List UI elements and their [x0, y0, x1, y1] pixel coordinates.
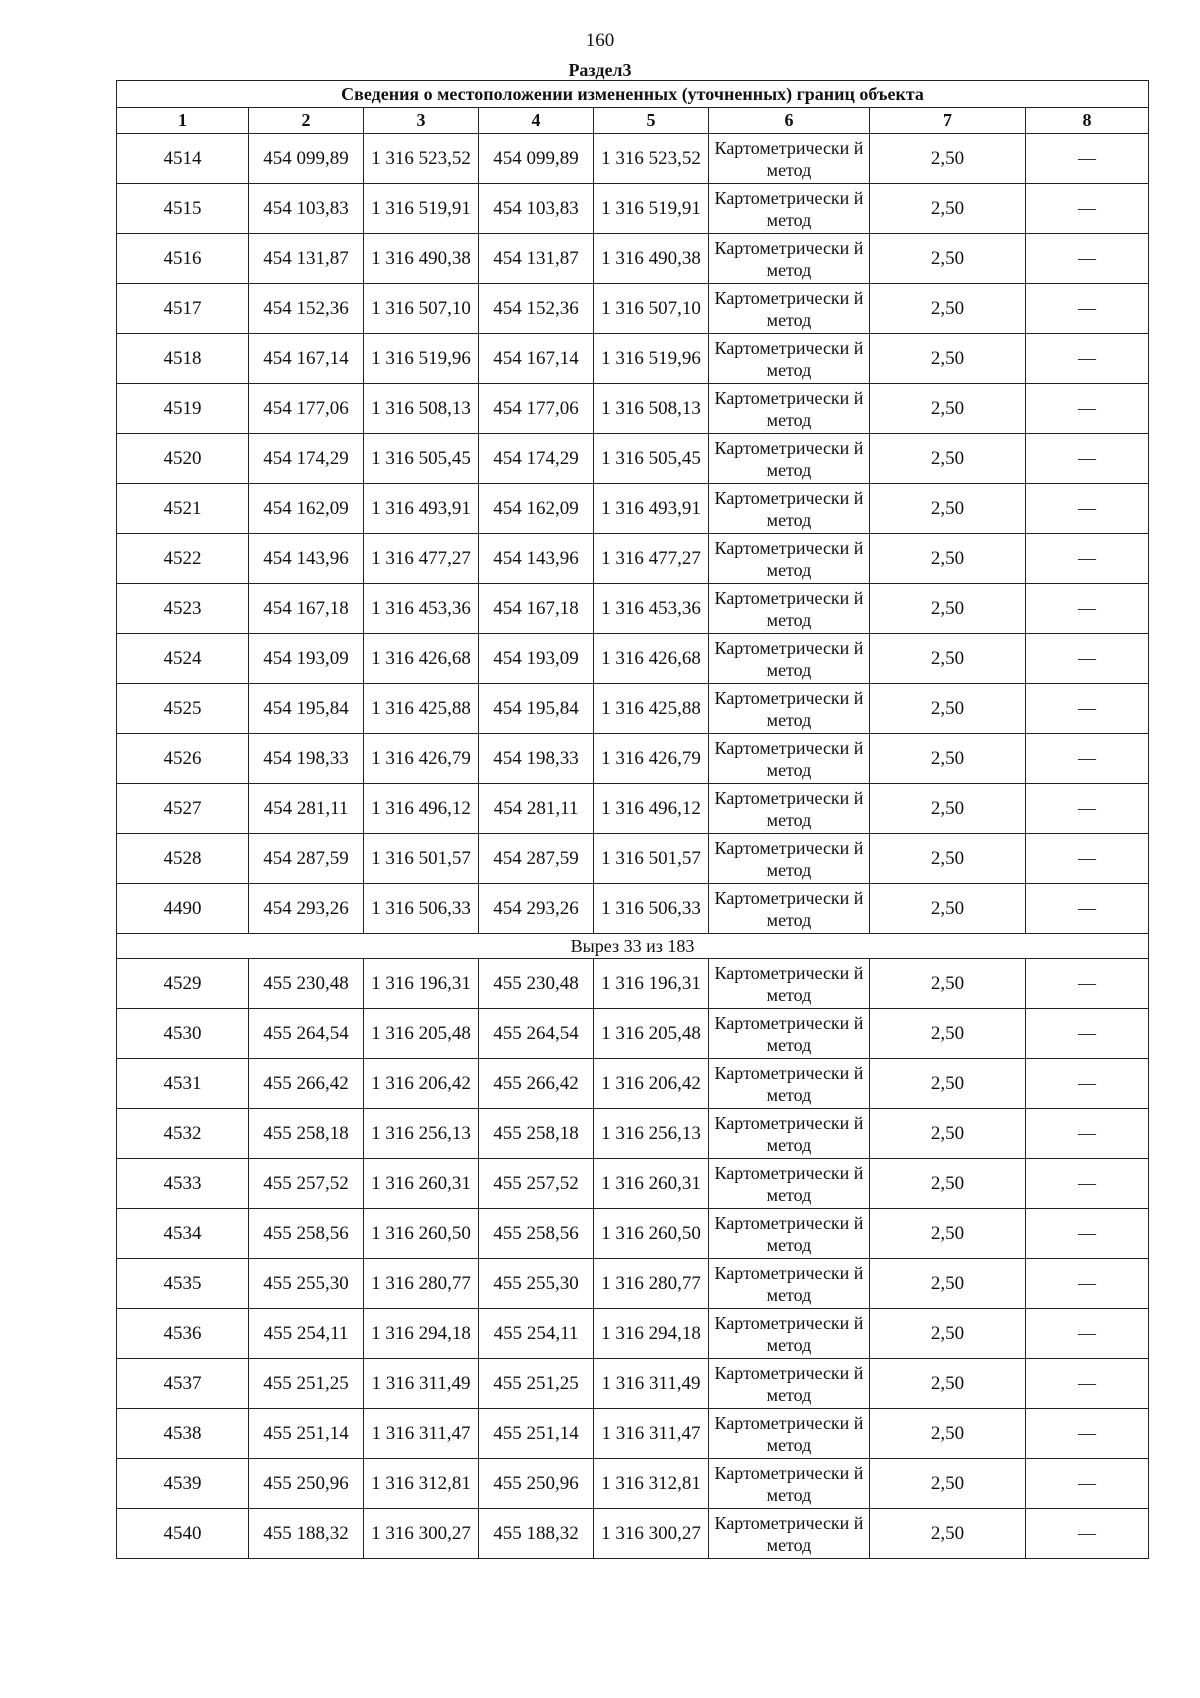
x-coordinate-new: 455 266,42 [479, 1059, 594, 1109]
x-coordinate-old: 455 188,32 [249, 1509, 364, 1559]
method: Картометрически й метод [709, 1409, 870, 1459]
accuracy: 2,50 [870, 884, 1026, 934]
accuracy: 2,50 [870, 184, 1026, 234]
table-caption-row [117, 81, 1149, 108]
accuracy: 2,50 [870, 1459, 1026, 1509]
y-coordinate-new: 1 316 206,42 [594, 1059, 709, 1109]
y-coordinate-new: 1 316 519,96 [594, 334, 709, 384]
description: — [1026, 734, 1149, 784]
x-coordinate-old: 455 258,56 [249, 1209, 364, 1259]
point-number: 4532 [117, 1109, 249, 1159]
y-coordinate-old: 1 316 506,33 [364, 884, 479, 934]
table-row [117, 834, 1149, 884]
point-number: 4523 [117, 584, 249, 634]
method: Картометрически й метод [709, 1309, 870, 1359]
point-number: 4537 [117, 1359, 249, 1409]
x-coordinate-new: 455 251,25 [479, 1359, 594, 1409]
y-coordinate-new: 1 316 425,88 [594, 684, 709, 734]
table-row [117, 484, 1149, 534]
y-coordinate-old: 1 316 508,13 [364, 384, 479, 434]
accuracy: 2,50 [870, 484, 1026, 534]
y-coordinate-old: 1 316 507,10 [364, 284, 479, 334]
y-coordinate-new: 1 316 493,91 [594, 484, 709, 534]
method: Картометрически й метод [709, 484, 870, 534]
table-row [117, 784, 1149, 834]
method: Картометрически й метод [709, 784, 870, 834]
method: Картометрически й метод [709, 134, 870, 184]
x-coordinate-old: 454 099,89 [249, 134, 364, 184]
y-coordinate-new: 1 316 507,10 [594, 284, 709, 334]
point-number: 4490 [117, 884, 249, 934]
x-coordinate-new: 454 099,89 [479, 134, 594, 184]
x-coordinate-new: 454 198,33 [479, 734, 594, 784]
point-number: 4516 [117, 234, 249, 284]
y-coordinate-new: 1 316 300,27 [594, 1509, 709, 1559]
description: — [1026, 384, 1149, 434]
table-row [117, 1059, 1149, 1109]
description: — [1026, 234, 1149, 284]
y-coordinate-old: 1 316 260,31 [364, 1159, 479, 1209]
cut-label: Вырез 33 из 183 [117, 934, 1149, 959]
x-coordinate-old: 455 250,96 [249, 1459, 364, 1509]
description: — [1026, 1059, 1149, 1109]
method: Картометрически й метод [709, 959, 870, 1009]
description: — [1026, 634, 1149, 684]
accuracy: 2,50 [870, 959, 1026, 1009]
x-coordinate-new: 455 251,14 [479, 1409, 594, 1459]
x-coordinate-new: 454 177,06 [479, 384, 594, 434]
method: Картометрически й метод [709, 334, 870, 384]
y-coordinate-old: 1 316 496,12 [364, 784, 479, 834]
x-coordinate-new: 455 255,30 [479, 1259, 594, 1309]
accuracy: 2,50 [870, 584, 1026, 634]
table-body-group-a [117, 134, 1149, 934]
method: Картометрически й метод [709, 434, 870, 484]
x-coordinate-old: 455 254,11 [249, 1309, 364, 1359]
method: Картометрически й метод [709, 1109, 870, 1159]
method: Картометрически й метод [709, 1359, 870, 1409]
description: — [1026, 584, 1149, 634]
description: — [1026, 784, 1149, 834]
y-coordinate-old: 1 316 519,91 [364, 184, 479, 234]
x-coordinate-new: 455 254,11 [479, 1309, 594, 1359]
description: — [1026, 959, 1149, 1009]
y-coordinate-old: 1 316 196,31 [364, 959, 479, 1009]
x-coordinate-new: 455 258,56 [479, 1209, 594, 1259]
description: — [1026, 134, 1149, 184]
x-coordinate-old: 454 198,33 [249, 734, 364, 784]
y-coordinate-new: 1 316 196,31 [594, 959, 709, 1009]
y-coordinate-new: 1 316 496,12 [594, 784, 709, 834]
x-coordinate-old: 454 162,09 [249, 484, 364, 534]
point-number: 4521 [117, 484, 249, 534]
y-coordinate-old: 1 316 294,18 [364, 1309, 479, 1359]
table-row [117, 959, 1149, 1009]
x-coordinate-new: 455 258,18 [479, 1109, 594, 1159]
point-number: 4514 [117, 134, 249, 184]
x-coordinate-old: 454 177,06 [249, 384, 364, 434]
cut-separator-row [117, 934, 1149, 959]
method: Картометрически й метод [709, 284, 870, 334]
point-number: 4531 [117, 1059, 249, 1109]
x-coordinate-old: 454 195,84 [249, 684, 364, 734]
y-coordinate-old: 1 316 256,13 [364, 1109, 479, 1159]
table-row [117, 1159, 1149, 1209]
method: Картометрически й метод [709, 384, 870, 434]
y-coordinate-new: 1 316 280,77 [594, 1259, 709, 1309]
x-coordinate-old: 454 143,96 [249, 534, 364, 584]
y-coordinate-new: 1 316 506,33 [594, 884, 709, 934]
x-coordinate-old: 455 266,42 [249, 1059, 364, 1109]
accuracy: 2,50 [870, 1209, 1026, 1259]
column-number-row [117, 108, 1149, 134]
point-number: 4536 [117, 1309, 249, 1359]
table-row [117, 1509, 1149, 1559]
method: Картометрически й метод [709, 1459, 870, 1509]
y-coordinate-new: 1 316 501,57 [594, 834, 709, 884]
accuracy: 2,50 [870, 1409, 1026, 1459]
column-number: 8 [1026, 108, 1149, 134]
description: — [1026, 1359, 1149, 1409]
table-row [117, 1259, 1149, 1309]
x-coordinate-new: 454 152,36 [479, 284, 594, 334]
x-coordinate-new: 454 293,26 [479, 884, 594, 934]
x-coordinate-old: 455 251,14 [249, 1409, 364, 1459]
x-coordinate-new: 455 188,32 [479, 1509, 594, 1559]
x-coordinate-new: 454 193,09 [479, 634, 594, 684]
method: Картометрически й метод [709, 1209, 870, 1259]
point-number: 4526 [117, 734, 249, 784]
x-coordinate-old: 454 131,87 [249, 234, 364, 284]
point-number: 4527 [117, 784, 249, 834]
x-coordinate-new: 454 162,09 [479, 484, 594, 534]
column-number: 7 [870, 108, 1026, 134]
table-row [117, 334, 1149, 384]
x-coordinate-new: 454 174,29 [479, 434, 594, 484]
point-number: 4529 [117, 959, 249, 1009]
point-number: 4515 [117, 184, 249, 234]
x-coordinate-old: 454 293,26 [249, 884, 364, 934]
x-coordinate-new: 454 143,96 [479, 534, 594, 584]
x-coordinate-new: 454 131,87 [479, 234, 594, 284]
table-row [117, 1009, 1149, 1059]
accuracy: 2,50 [870, 1309, 1026, 1359]
y-coordinate-new: 1 316 523,52 [594, 134, 709, 184]
point-number: 4525 [117, 684, 249, 734]
section-title: Раздел3 [568, 60, 632, 80]
x-coordinate-old: 454 287,59 [249, 834, 364, 884]
page-number: 160 [585, 30, 615, 51]
y-coordinate-old: 1 316 501,57 [364, 834, 479, 884]
y-coordinate-old: 1 316 493,91 [364, 484, 479, 534]
y-coordinate-new: 1 316 311,49 [594, 1359, 709, 1409]
y-coordinate-old: 1 316 477,27 [364, 534, 479, 584]
description: — [1026, 434, 1149, 484]
accuracy: 2,50 [870, 1259, 1026, 1309]
point-number: 4534 [117, 1209, 249, 1259]
method: Картометрически й метод [709, 1009, 870, 1059]
accuracy: 2,50 [870, 1059, 1026, 1109]
point-number: 4530 [117, 1009, 249, 1059]
description: — [1026, 834, 1149, 884]
point-number: 4539 [117, 1459, 249, 1509]
method: Картометрически й метод [709, 684, 870, 734]
y-coordinate-new: 1 316 426,68 [594, 634, 709, 684]
y-coordinate-old: 1 316 280,77 [364, 1259, 479, 1309]
x-coordinate-old: 455 255,30 [249, 1259, 364, 1309]
x-coordinate-old: 454 174,29 [249, 434, 364, 484]
point-number: 4519 [117, 384, 249, 434]
x-coordinate-new: 455 264,54 [479, 1009, 594, 1059]
x-coordinate-old: 455 251,25 [249, 1359, 364, 1409]
point-number: 4522 [117, 534, 249, 584]
description: — [1026, 1409, 1149, 1459]
method: Картометрически й метод [709, 834, 870, 884]
description: — [1026, 1509, 1149, 1559]
method: Картометрически й метод [709, 534, 870, 584]
y-coordinate-old: 1 316 300,27 [364, 1509, 479, 1559]
description: — [1026, 884, 1149, 934]
accuracy: 2,50 [870, 1109, 1026, 1159]
method: Картометрически й метод [709, 584, 870, 634]
y-coordinate-old: 1 316 426,79 [364, 734, 479, 784]
table-row [117, 1109, 1149, 1159]
x-coordinate-new: 455 257,52 [479, 1159, 594, 1209]
description: — [1026, 1009, 1149, 1059]
x-coordinate-new: 454 195,84 [479, 684, 594, 734]
accuracy: 2,50 [870, 784, 1026, 834]
accuracy: 2,50 [870, 384, 1026, 434]
table-row [117, 884, 1149, 934]
accuracy: 2,50 [870, 1509, 1026, 1559]
description: — [1026, 1459, 1149, 1509]
table-row [117, 734, 1149, 784]
x-coordinate-new: 455 250,96 [479, 1459, 594, 1509]
y-coordinate-old: 1 316 453,36 [364, 584, 479, 634]
method: Картометрически й метод [709, 884, 870, 934]
x-coordinate-new: 454 167,14 [479, 334, 594, 384]
x-coordinate-new: 454 167,18 [479, 584, 594, 634]
x-coordinate-old: 454 152,36 [249, 284, 364, 334]
y-coordinate-old: 1 316 523,52 [364, 134, 479, 184]
column-number: 3 [364, 108, 479, 134]
table-row [117, 284, 1149, 334]
y-coordinate-new: 1 316 311,47 [594, 1409, 709, 1459]
point-number: 4520 [117, 434, 249, 484]
method: Картометрически й метод [709, 1509, 870, 1559]
point-number: 4533 [117, 1159, 249, 1209]
description: — [1026, 1209, 1149, 1259]
point-number: 4540 [117, 1509, 249, 1559]
table-row [117, 134, 1149, 184]
description: — [1026, 1159, 1149, 1209]
y-coordinate-old: 1 316 425,88 [364, 684, 479, 734]
column-number: 6 [709, 108, 870, 134]
boundary-coordinates-table [116, 80, 1149, 1559]
y-coordinate-new: 1 316 260,50 [594, 1209, 709, 1259]
y-coordinate-old: 1 316 519,96 [364, 334, 479, 384]
x-coordinate-old: 454 167,18 [249, 584, 364, 634]
accuracy: 2,50 [870, 634, 1026, 684]
table-row [117, 234, 1149, 284]
y-coordinate-new: 1 316 477,27 [594, 534, 709, 584]
y-coordinate-new: 1 316 294,18 [594, 1309, 709, 1359]
y-coordinate-old: 1 316 206,42 [364, 1059, 479, 1109]
x-coordinate-old: 454 281,11 [249, 784, 364, 834]
table-row [117, 634, 1149, 684]
accuracy: 2,50 [870, 834, 1026, 884]
table-caption: Сведения о местоположении измененных (уточненных) границ объекта [117, 81, 1149, 108]
description: — [1026, 184, 1149, 234]
y-coordinate-old: 1 316 311,49 [364, 1359, 479, 1409]
method: Картометрически й метод [709, 734, 870, 784]
description: — [1026, 1309, 1149, 1359]
x-coordinate-old: 454 193,09 [249, 634, 364, 684]
y-coordinate-new: 1 316 312,81 [594, 1459, 709, 1509]
point-number: 4528 [117, 834, 249, 884]
point-number: 4535 [117, 1259, 249, 1309]
description: — [1026, 1259, 1149, 1309]
table-row [117, 684, 1149, 734]
method: Картометрически й метод [709, 634, 870, 684]
x-coordinate-new: 454 281,11 [479, 784, 594, 834]
table-row [117, 384, 1149, 434]
accuracy: 2,50 [870, 1359, 1026, 1409]
x-coordinate-old: 455 230,48 [249, 959, 364, 1009]
description: — [1026, 484, 1149, 534]
x-coordinate-old: 455 264,54 [249, 1009, 364, 1059]
point-number: 4517 [117, 284, 249, 334]
point-number: 4524 [117, 634, 249, 684]
y-coordinate-new: 1 316 508,13 [594, 384, 709, 434]
method: Картометрически й метод [709, 1159, 870, 1209]
x-coordinate-new: 454 103,83 [479, 184, 594, 234]
accuracy: 2,50 [870, 434, 1026, 484]
y-coordinate-new: 1 316 256,13 [594, 1109, 709, 1159]
table-row [117, 434, 1149, 484]
y-coordinate-old: 1 316 311,47 [364, 1409, 479, 1459]
y-coordinate-new: 1 316 453,36 [594, 584, 709, 634]
y-coordinate-old: 1 316 426,68 [364, 634, 479, 684]
x-coordinate-old: 454 167,14 [249, 334, 364, 384]
y-coordinate-old: 1 316 312,81 [364, 1459, 479, 1509]
method: Картометрически й метод [709, 1059, 870, 1109]
y-coordinate-old: 1 316 205,48 [364, 1009, 479, 1059]
table-row [117, 1309, 1149, 1359]
table-row [117, 584, 1149, 634]
method: Картометрически й метод [709, 184, 870, 234]
y-coordinate-new: 1 316 205,48 [594, 1009, 709, 1059]
y-coordinate-old: 1 316 490,38 [364, 234, 479, 284]
accuracy: 2,50 [870, 684, 1026, 734]
table-row [117, 1459, 1149, 1509]
table-row [117, 1359, 1149, 1409]
accuracy: 2,50 [870, 734, 1026, 784]
column-number: 4 [479, 108, 594, 134]
description: — [1026, 284, 1149, 334]
accuracy: 2,50 [870, 1159, 1026, 1209]
description: — [1026, 534, 1149, 584]
y-coordinate-old: 1 316 505,45 [364, 434, 479, 484]
column-number: 1 [117, 108, 249, 134]
y-coordinate-new: 1 316 260,31 [594, 1159, 709, 1209]
point-number: 4518 [117, 334, 249, 384]
table-row [117, 1209, 1149, 1259]
x-coordinate-old: 454 103,83 [249, 184, 364, 234]
x-coordinate-old: 455 257,52 [249, 1159, 364, 1209]
accuracy: 2,50 [870, 234, 1026, 284]
accuracy: 2,50 [870, 334, 1026, 384]
accuracy: 2,50 [870, 284, 1026, 334]
column-number: 2 [249, 108, 364, 134]
accuracy: 2,50 [870, 1009, 1026, 1059]
description: — [1026, 684, 1149, 734]
accuracy: 2,50 [870, 134, 1026, 184]
description: — [1026, 334, 1149, 384]
description: — [1026, 1109, 1149, 1159]
table-row [117, 184, 1149, 234]
y-coordinate-old: 1 316 260,50 [364, 1209, 479, 1259]
x-coordinate-new: 455 230,48 [479, 959, 594, 1009]
x-coordinate-old: 455 258,18 [249, 1109, 364, 1159]
column-number: 5 [594, 108, 709, 134]
table-row [117, 1409, 1149, 1459]
method: Картометрически й метод [709, 1259, 870, 1309]
x-coordinate-new: 454 287,59 [479, 834, 594, 884]
table-body-group-b [117, 959, 1149, 1559]
table-row [117, 534, 1149, 584]
y-coordinate-new: 1 316 426,79 [594, 734, 709, 784]
point-number: 4538 [117, 1409, 249, 1459]
accuracy: 2,50 [870, 534, 1026, 584]
y-coordinate-new: 1 316 519,91 [594, 184, 709, 234]
y-coordinate-new: 1 316 505,45 [594, 434, 709, 484]
method: Картометрически й метод [709, 234, 870, 284]
y-coordinate-new: 1 316 490,38 [594, 234, 709, 284]
